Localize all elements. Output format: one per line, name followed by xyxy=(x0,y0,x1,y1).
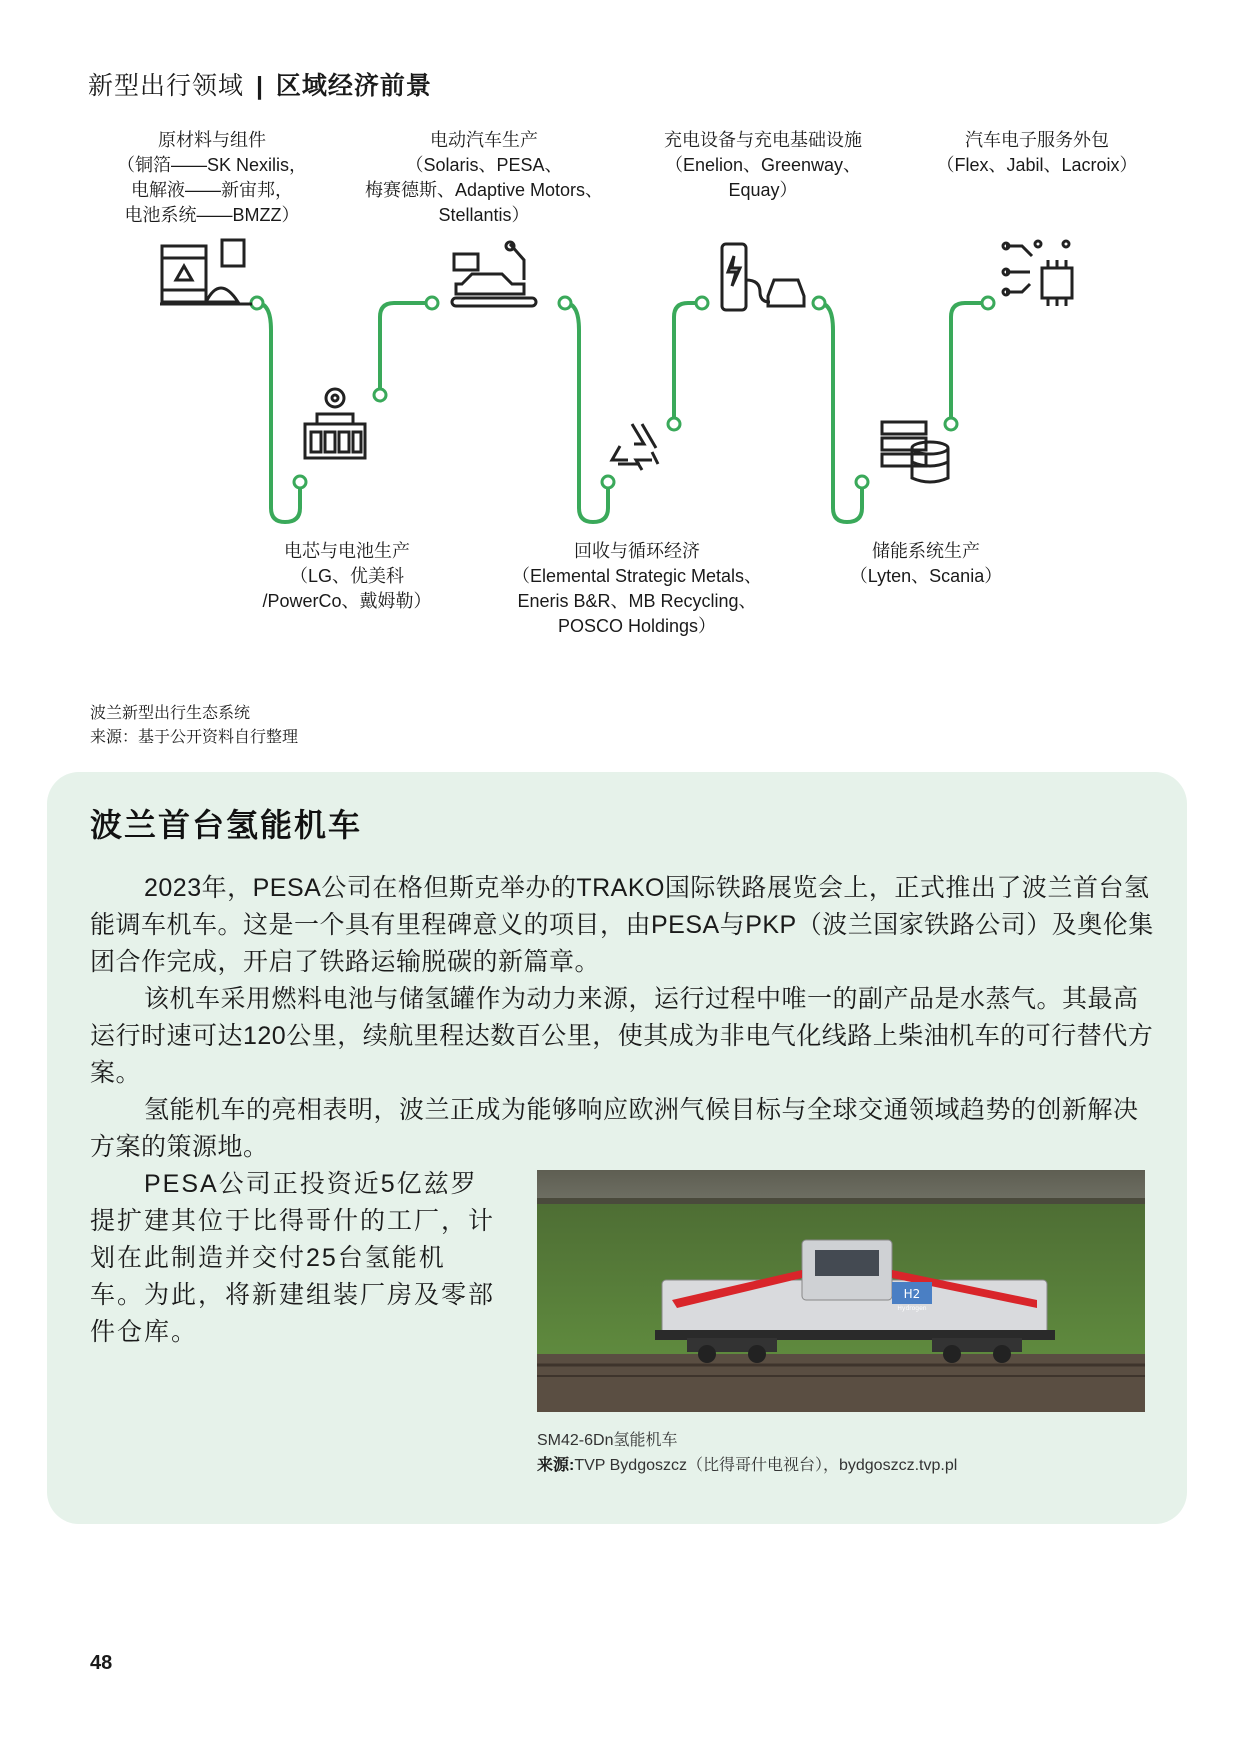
raw-materials-icon xyxy=(160,240,252,304)
figure-caption xyxy=(90,702,298,750)
locomotive-photo xyxy=(537,1170,1145,1412)
node-companies: Equay） xyxy=(728,180,798,200)
node-title: 充电设备与充电基础设施 xyxy=(664,130,862,150)
battery-factory-icon xyxy=(305,389,365,458)
node-title: 回收与循环经济 xyxy=(574,541,700,561)
header-topic: 区域经济前景 xyxy=(275,72,432,100)
node-energy-storage xyxy=(850,539,1002,589)
paragraph: 该机车采用燃料电池与储氢罐作为动力来源，运行过程中唯一的副产品是水蒸气。其最高运行时速可达120公里，续航里程达数百公里，使其成为非电气化线路上柴油机车的可行替代方案。 xyxy=(90,985,1154,1087)
photo-caption-title: SM42-6Dn氢能机车 xyxy=(537,1432,678,1449)
paragraph: 氢能机车的亮相表明，波兰正成为能够响应欧洲气候目标与全球交通领域趋势的创新解决方案的策源地。 xyxy=(90,1096,1139,1161)
node-ev-production xyxy=(365,128,603,228)
node-companies: （Enelion、Greenway、 xyxy=(664,155,862,175)
node-companies: POSCO Holdings） xyxy=(557,616,717,636)
energy-storage-icon xyxy=(882,422,948,482)
flow-path xyxy=(257,303,988,522)
node-raw-materials xyxy=(117,128,307,228)
node-companies: Eneris B&R、MB Recycling、 xyxy=(517,591,757,611)
node-title: 汽车电子服务外包 xyxy=(965,130,1109,150)
header-section: 新型出行领域 xyxy=(88,72,245,100)
h2-badge: H2 xyxy=(903,1287,921,1301)
node-companies: （Elemental Strategic Metals、 xyxy=(511,566,763,586)
photo-source-text: TVP Bydgoszcz（比得哥什电视台），bydgoszcz.tvp.pl xyxy=(574,1457,958,1474)
paragraph: 2023年，PESA公司在格但斯克举办的TRAKO国际铁路展览会上，正式推出了波兰首台氢能调车机车。这是一个具有里程碑意义的项目，由PESA与PKP（波兰国家铁路公司）及奥伦集团合作完成，开启了铁路运输脱碳的新篇章。 xyxy=(90,874,1154,976)
page-number: 48 xyxy=(90,1652,113,1674)
node-companies: 梅赛德斯、Adaptive Motors、 xyxy=(364,180,604,200)
node-recycling xyxy=(512,539,762,639)
node-companies: 电池系统——BMZZ） xyxy=(124,205,300,225)
ev-charger-icon xyxy=(722,244,804,310)
chip-icon xyxy=(1003,241,1072,306)
node-companies: Stellantis） xyxy=(438,205,530,225)
node-companies: （Flex、Jabil、Lacroix） xyxy=(936,155,1138,175)
header-separator: | xyxy=(255,72,264,100)
node-title: 储能系统生产 xyxy=(872,541,980,561)
figure-source: 来源：基于公开资料自行整理 xyxy=(90,729,299,746)
node-title: 电芯与电池生产 xyxy=(284,541,410,561)
ecosystem-diagram xyxy=(0,0,1240,760)
node-companies: 电解液——新宙邦， xyxy=(131,180,293,200)
recycle-icon xyxy=(612,424,658,470)
node-companies: （Lyten、Scania） xyxy=(849,566,1003,586)
node-electronics xyxy=(936,128,1137,178)
node-companies: （LG、优美科 xyxy=(289,566,404,586)
node-title: 电动汽车生产 xyxy=(430,130,538,150)
figure-title: 波兰新型出行生态系统 xyxy=(90,705,251,722)
h2-badge-sub: Hydrogen xyxy=(897,1305,927,1312)
node-charging xyxy=(664,128,862,203)
photo-source-label: 来源: xyxy=(537,1457,575,1474)
paragraph: PESA公司正投资近5亿兹罗提扩建其位于比得哥什的工厂，计划在此制造并交付25台氢能机车。为此，将新建组装厂房及零部件仓库。 xyxy=(90,1170,496,1346)
node-companies: （Solaris、PESA、 xyxy=(405,155,563,175)
node-companies: （铜箔——SK Nexilis， xyxy=(116,155,308,175)
node-title: 原材料与组件 xyxy=(158,130,266,150)
photo-caption xyxy=(537,1428,957,1478)
ev-assembly-icon xyxy=(452,242,536,306)
node-companies: /PowerCo、戴姆勒） xyxy=(262,591,432,611)
node-battery-production xyxy=(262,539,431,614)
photo-source xyxy=(537,1453,957,1478)
panel-title: 波兰首台氢能机车 xyxy=(90,807,363,843)
